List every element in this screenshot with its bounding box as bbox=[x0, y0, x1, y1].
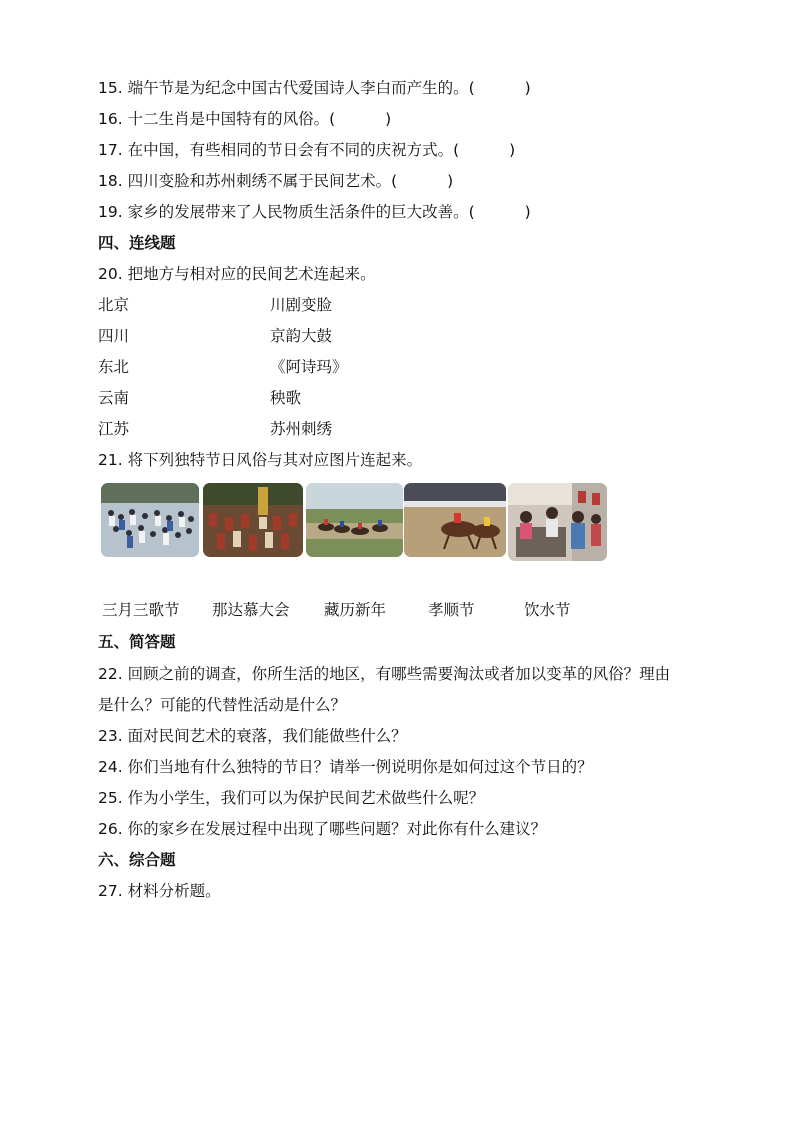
festival-photo-strip bbox=[101, 483, 607, 561]
question-21: 21. 将下列独特节日风俗与其对应图片连起来。 bbox=[98, 451, 423, 469]
question-20: 20. 把地方与相对应的民间艺术连起来。 bbox=[98, 265, 376, 283]
question-18: 18. 四川变脸和苏州刺绣不属于民间艺术。( ) bbox=[98, 172, 454, 190]
question-19: 19. 家乡的发展带来了人民物质生活条件的巨大改善。( ) bbox=[98, 203, 531, 221]
section-4-title: 四、连线题 bbox=[98, 234, 176, 252]
question-22-line-1: 22. 回顾之前的调查，你所生活的地区，有哪些需要淘汰或者加以变革的风俗？理由 bbox=[98, 665, 671, 683]
place-item[interactable]: 东北 bbox=[98, 358, 130, 376]
place-item[interactable]: 四川 bbox=[98, 327, 130, 345]
question-24: 24. 你们当地有什么独特的节日？请举一例说明你是如何过这个节日的？ bbox=[98, 758, 593, 776]
place-item[interactable]: 云南 bbox=[98, 389, 130, 407]
place-item[interactable]: 江苏 bbox=[98, 420, 130, 438]
festival-label[interactable]: 那达慕大会 bbox=[212, 601, 290, 619]
section-6-title: 六、综合题 bbox=[98, 851, 176, 869]
question-16: 16. 十二生肖是中国特有的风俗。( ) bbox=[98, 110, 392, 128]
question-25: 25. 作为小学生，我们可以为保护民间艺术做些什么呢？ bbox=[98, 789, 485, 807]
festival-photo-horse-race-track[interactable] bbox=[404, 483, 506, 557]
festival-label[interactable]: 藏历新年 bbox=[324, 601, 387, 619]
art-item[interactable]: 秧歌 bbox=[270, 389, 302, 407]
festival-label[interactable]: 三月三歌节 bbox=[102, 601, 180, 619]
festival-label[interactable]: 饮水节 bbox=[524, 601, 571, 619]
question-27: 27. 材料分析题。 bbox=[98, 882, 221, 900]
festival-photo-horse-race-grassland[interactable] bbox=[306, 483, 403, 557]
art-item[interactable]: 川剧变脸 bbox=[270, 296, 333, 314]
place-item[interactable]: 北京 bbox=[98, 296, 130, 314]
question-26: 26. 你的家乡在发展过程中出现了哪些问题？对此你有什么建议？ bbox=[98, 820, 547, 838]
festival-label[interactable]: 孝顺节 bbox=[428, 601, 475, 619]
question-15: 15. 端午节是为纪念中国古代爱国诗人李白而产生的。( ) bbox=[98, 79, 531, 97]
section-5-title: 五、简答题 bbox=[98, 633, 176, 651]
question-23: 23. 面对民间艺术的衰落，我们能做些什么？ bbox=[98, 727, 407, 745]
question-17: 17. 在中国，有些相同的节日会有不同的庆祝方式。( ) bbox=[98, 141, 516, 159]
art-item[interactable]: 《阿诗玛》 bbox=[270, 358, 348, 376]
festival-photo-street-stall[interactable] bbox=[508, 483, 607, 561]
festival-photo-crowd-water[interactable] bbox=[101, 483, 199, 557]
festival-photo-dancers[interactable] bbox=[203, 483, 303, 557]
art-item[interactable]: 京韵大鼓 bbox=[270, 327, 333, 345]
art-item[interactable]: 苏州刺绣 bbox=[270, 420, 333, 438]
question-22-line-2: 是什么？可能的代替性活动是什么？ bbox=[98, 696, 347, 714]
